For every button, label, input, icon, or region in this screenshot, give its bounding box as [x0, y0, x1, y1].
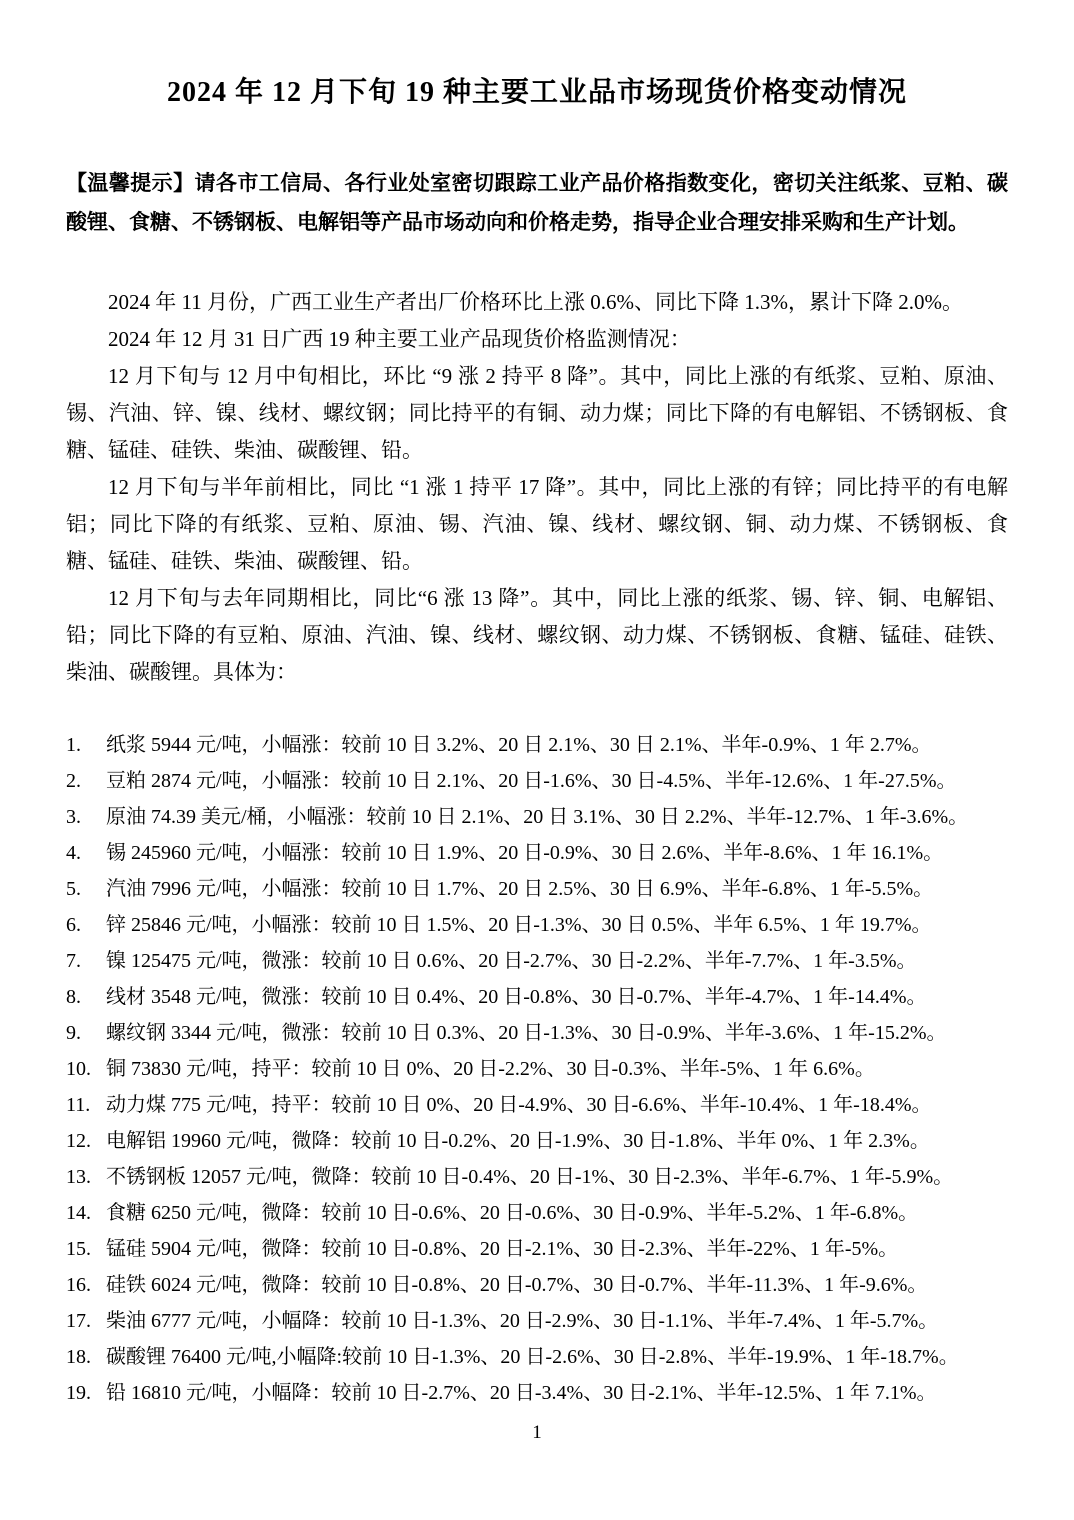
item-number: 8. [66, 986, 81, 1008]
price-list-item [66, 871, 1008, 907]
item-text: 食糖 6250 元/吨，微降：较前 10 日-0.6%、20 日-0.6%、30 日-0.9%、半年-5.2%、1 年-6.8%。 [106, 1202, 919, 1224]
item-text: 线材 3548 元/吨，微涨：较前 10 日 0.4%、20 日-0.8%、30 日-0.7%、半年-4.7%、1 年-14.4%。 [106, 986, 927, 1008]
body-paragraph: 12 月下旬与半年前相比，同比 “1 涨 1 持平 17 降”。其中，同比上涨的有锌；同比持平的有电解铝；同比下降的有纸浆、豆粕、原油、锡、汽油、镍、线材、螺纹钢、铜、动力煤、不锈钢板、食糖、锰硅、硅铁、柴油、碳酸锂、铅。 [66, 475, 1008, 573]
item-number: 9. [66, 1022, 81, 1044]
price-list-item [66, 1195, 1008, 1231]
item-text: 硅铁 6024 元/吨，微降：较前 10 日-0.8%、20 日-0.7%、30 日-0.7%、半年-11.3%、1 年-9.6%。 [106, 1274, 928, 1296]
price-list-item [66, 799, 1008, 835]
item-text: 豆粕 2874 元/吨，小幅涨：较前 10 日 2.1%、20 日-1.6%、30 日-4.5%、半年-12.6%、1 年-27.5%。 [106, 770, 957, 792]
item-number: 10. [66, 1058, 91, 1080]
body-paragraph: 2024 年 12 月 31 日广西 19 种主要工业产品现货价格监测情况： [108, 327, 691, 351]
item-number: 18. [66, 1346, 91, 1368]
body-paragraph: 12 月下旬与 12 月中旬相比，环比 “9 涨 2 持平 8 降”。其中，同比上涨的有纸浆、豆粕、原油、锡、汽油、锌、镍、线材、螺纹钢；同比持平的有铜、动力煤；同比下降的有电解铝、不锈钢板、食糖、锰硅、硅铁、柴油、碳酸锂、铅。 [66, 364, 1008, 462]
price-list [66, 727, 1008, 1411]
price-list-item [66, 1123, 1008, 1159]
item-number: 1. [66, 734, 81, 756]
page-number: 1 [532, 1422, 542, 1443]
document-title: 2024 年 12 月下旬 19 种主要工业品市场现货价格变动情况 [166, 77, 907, 108]
item-text: 镍 125475 元/吨，微涨：较前 10 日 0.6%、20 日-2.7%、30 日-2.2%、半年-7.7%、1 年-3.5%。 [106, 950, 917, 972]
item-number: 2. [66, 770, 81, 792]
item-number: 7. [66, 950, 81, 972]
price-list-item [66, 1231, 1008, 1267]
body-paragraphs [66, 284, 1008, 691]
price-list-item [66, 1339, 1008, 1375]
item-text: 锰硅 5904 元/吨，微降：较前 10 日-0.8%、20 日-2.1%、30 日-2.3%、半年-22%、1 年-5%。 [106, 1238, 899, 1260]
item-text: 不锈钢板 12057 元/吨，微降：较前 10 日-0.4%、20 日-1%、30 日-2.3%、半年-6.7%、1 年-5.9%。 [106, 1166, 954, 1188]
price-list-item [66, 907, 1008, 943]
item-number: 16. [66, 1274, 91, 1296]
item-text: 纸浆 5944 元/吨，小幅涨：较前 10 日 3.2%、20 日 2.1%、30 日 2.1%、半年-0.9%、1 年 2.7%。 [106, 734, 932, 756]
price-list-item [66, 1375, 1008, 1411]
item-number: 19. [66, 1382, 91, 1404]
item-text: 锌 25846 元/吨，小幅涨：较前 10 日 1.5%、20 日-1.3%、30 日 0.5%、半年 6.5%、1 年 19.7%。 [106, 914, 932, 936]
price-list-item [66, 835, 1008, 871]
price-list-item [66, 1051, 1008, 1087]
item-text: 螺纹钢 3344 元/吨，微涨：较前 10 日 0.3%、20 日-1.3%、30 日-0.9%、半年-3.6%、1 年-15.2%。 [106, 1022, 947, 1044]
price-list-item [66, 1159, 1008, 1195]
item-number: 15. [66, 1238, 91, 1260]
item-text: 柴油 6777 元/吨，小幅降：较前 10 日-1.3%、20 日-2.9%、30 日-1.1%、半年-7.4%、1 年-5.7%。 [106, 1310, 939, 1332]
notice-label: 【温馨提示】 [66, 172, 195, 195]
body-paragraph: 2024 年 11 月份，广西工业生产者出厂价格环比上涨 0.6%、同比下降 1.3%，累计下降 2.0%。 [108, 290, 963, 314]
item-number: 3. [66, 806, 81, 828]
notice-paragraph [66, 164, 1008, 242]
item-text: 汽油 7996 元/吨，小幅涨：较前 10 日 1.7%、20 日 2.5%、30 日 6.9%、半年-6.8%、1 年-5.5%。 [106, 878, 934, 900]
item-text: 动力煤 775 元/吨，持平：较前 10 日 0%、20 日-4.9%、30 日-6.6%、半年-10.4%、1 年-18.4%。 [106, 1094, 932, 1116]
notice-text: 请各市工信局、各行业处室密切跟踪工业产品价格指数变化，密切关注纸浆、豆粕、碳酸锂、食糖、不锈钢板、电解铝等产品市场动向和价格走势，指导企业合理安排采购和生产计划。 [66, 172, 1009, 234]
price-list-item [66, 979, 1008, 1015]
price-list-item [66, 1015, 1008, 1051]
item-text: 锡 245960 元/吨，小幅涨：较前 10 日 1.9%、20 日-0.9%、30 日 2.6%、半年-8.6%、1 年 16.1%。 [106, 842, 944, 864]
item-number: 17. [66, 1310, 91, 1332]
item-text: 电解铝 19960 元/吨，微降：较前 10 日-0.2%、20 日-1.9%、30 日-1.8%、半年 0%、1 年 2.3%。 [106, 1130, 930, 1152]
price-list-item [66, 1303, 1008, 1339]
price-list-item [66, 727, 1008, 763]
item-number: 4. [66, 842, 81, 864]
item-text: 铜 73830 元/吨，持平：较前 10 日 0%、20 日-2.2%、30 日-0.3%、半年-5%、1 年 6.6%。 [106, 1058, 875, 1080]
price-list-item [66, 1087, 1008, 1123]
item-number: 14. [66, 1202, 91, 1224]
price-list-item [66, 763, 1008, 799]
item-number: 6. [66, 914, 81, 936]
price-list-item [66, 1267, 1008, 1303]
item-number: 11. [66, 1094, 91, 1116]
item-text: 原油 74.39 美元/桶，小幅涨：较前 10 日 2.1%、20 日 3.1%、30 日 2.2%、半年-12.7%、1 年-3.6%。 [106, 806, 969, 828]
price-list-item [66, 943, 1008, 979]
item-number: 5. [66, 878, 81, 900]
item-number: 13. [66, 1166, 91, 1188]
item-text: 铅 16810 元/吨，小幅降：较前 10 日-2.7%、20 日-3.4%、30 日-2.1%、半年-12.5%、1 年 7.1%。 [106, 1382, 937, 1404]
item-number: 12. [66, 1130, 91, 1152]
item-text: 碳酸锂 76400 元/吨,小幅降:较前 10 日-1.3%、20 日-2.6%、30 日-2.8%、半年-19.9%、1 年-18.7%。 [106, 1346, 959, 1368]
body-paragraph: 12 月下旬与去年同期相比，同比“6 涨 13 降”。其中，同比上涨的纸浆、锡、锌、铜、电解铝、铅；同比下降的有豆粕、原油、汽油、镍、线材、螺纹钢、动力煤、不锈钢板、食糖、锰硅、硅铁、柴油、碳酸锂。具体为： [66, 586, 1008, 684]
